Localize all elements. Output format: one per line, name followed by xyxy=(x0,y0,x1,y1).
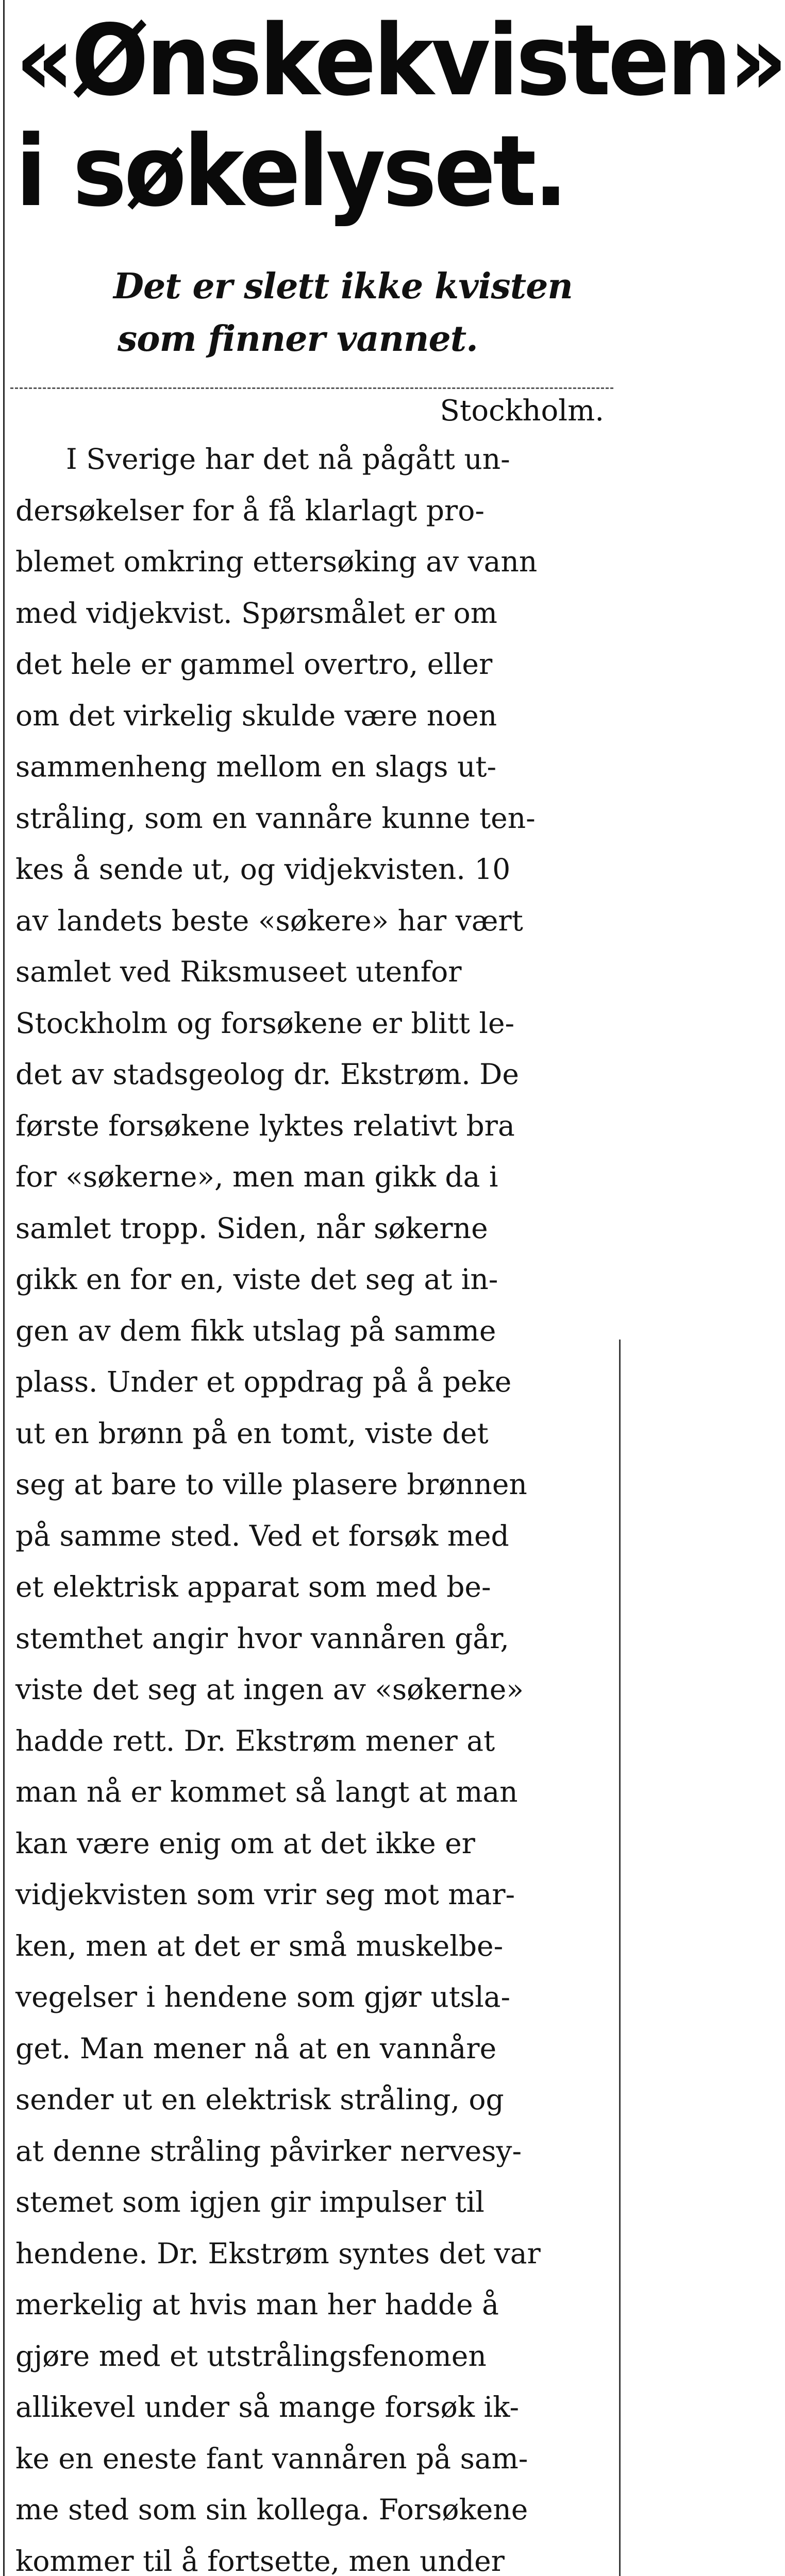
body-line: første forsøkene lyktes relativt bra xyxy=(15,1109,515,1142)
body-line: gikk en for en, viste det seg at in- xyxy=(15,1263,498,1296)
body-line: me sted som sin kollega. Forsøkene xyxy=(15,2493,528,2526)
body-line: for «søkerne», men man gikk da i xyxy=(15,1160,498,1193)
body-line: ut en brønn på en tomt, viste det xyxy=(15,1416,489,1450)
body-line: samlet ved Riksmuseet utenfor xyxy=(15,955,462,988)
body-line: gjøre med et utstrålingsfenomen xyxy=(15,2339,487,2372)
body-line: at denne stråling påvirker nervesy- xyxy=(15,2134,522,2167)
body-line: vidjekvisten som vrir seg mot mar- xyxy=(15,1878,515,1911)
body-line: hadde rett. Dr. Ekstrøm mener at xyxy=(15,1724,495,1757)
body-line: ken, men at det er små muskelbe- xyxy=(15,1929,504,1962)
body-line: allikevel under så mange forsøk ik- xyxy=(15,2391,520,2424)
article-subheadline xyxy=(113,260,608,365)
headline-line: «Ønskekvisten» xyxy=(15,4,785,117)
body-line: om det virkelig skulde være noen xyxy=(15,699,497,732)
body-line: av landets beste «søkere» har vært xyxy=(15,904,523,937)
body-line: samlet tropp. Siden, når søkerne xyxy=(15,1211,488,1245)
body-line: Stockholm og forsøkene er blitt le- xyxy=(15,1006,515,1040)
section-divider xyxy=(10,387,613,389)
body-line: hendene. Dr. Ekstrøm syntes det var xyxy=(15,2236,541,2270)
body-line: det hele er gammel overtro, eller xyxy=(15,648,493,681)
body-line: dersøkelser for å få klarlagt pro- xyxy=(15,494,485,527)
body-line: sender ut en elektrisk stråling, og xyxy=(15,2083,504,2116)
body-line: sammenheng mellom en slags ut- xyxy=(15,750,497,783)
body-line: gen av dem fikk utslag på samme xyxy=(15,1314,496,1347)
body-line: viste det seg at ingen av «søkerne» xyxy=(15,1673,524,1706)
article-body xyxy=(15,434,613,2576)
body-line: get. Man mener nå at en vannåre xyxy=(15,2031,497,2065)
body-line: det av stadsgeolog dr. Ekstrøm. De xyxy=(15,1058,519,1091)
body-line: kan være enig om at det ikke er xyxy=(15,1826,475,1860)
body-line: på samme sted. Ved et forsøk med xyxy=(15,1519,509,1552)
body-line: ke en eneste fant vannåren på sam- xyxy=(15,2442,528,2475)
body-line: kes å sende ut, og vidjekvisten. 10 xyxy=(15,853,511,886)
body-line: blemet omkring ettersøking av vann xyxy=(15,545,538,578)
body-line: I Sverige har det nå pågått un- xyxy=(66,443,510,476)
body-line: stråling, som en vannåre kunne ten- xyxy=(15,801,536,835)
headline-line: i søkelyset. xyxy=(15,114,565,228)
body-line: seg at bare to ville plasere brønnen xyxy=(15,1468,527,1501)
column-rule-left xyxy=(3,0,5,2576)
body-line: et elektrisk apparat som med be- xyxy=(15,1570,491,1603)
body-line: merkelig at hvis man her hadde å xyxy=(15,2288,499,2321)
body-line: man nå er kommet så langt at man xyxy=(15,1775,518,1808)
subheadline-line: Det er slett ikke kvisten xyxy=(113,266,573,307)
body-line: kommer til å fortsette, men under xyxy=(15,2544,505,2576)
body-line: vegelser i hendene som gjør utsla- xyxy=(15,1980,511,2013)
body-line: stemthet angir hvor vannåren går, xyxy=(15,1621,509,1655)
dateline: Stockholm. xyxy=(440,394,604,428)
article-headline xyxy=(15,4,785,228)
column-rule-right xyxy=(619,1340,621,2576)
subheadline-line: som finner vannet. xyxy=(118,318,478,360)
body-line: stemet som igjen gir impulser til xyxy=(15,2185,485,2218)
body-line: plass. Under et oppdrag på å peke xyxy=(15,1365,512,1398)
body-line: med vidjekvist. Spørsmålet er om xyxy=(15,596,497,630)
